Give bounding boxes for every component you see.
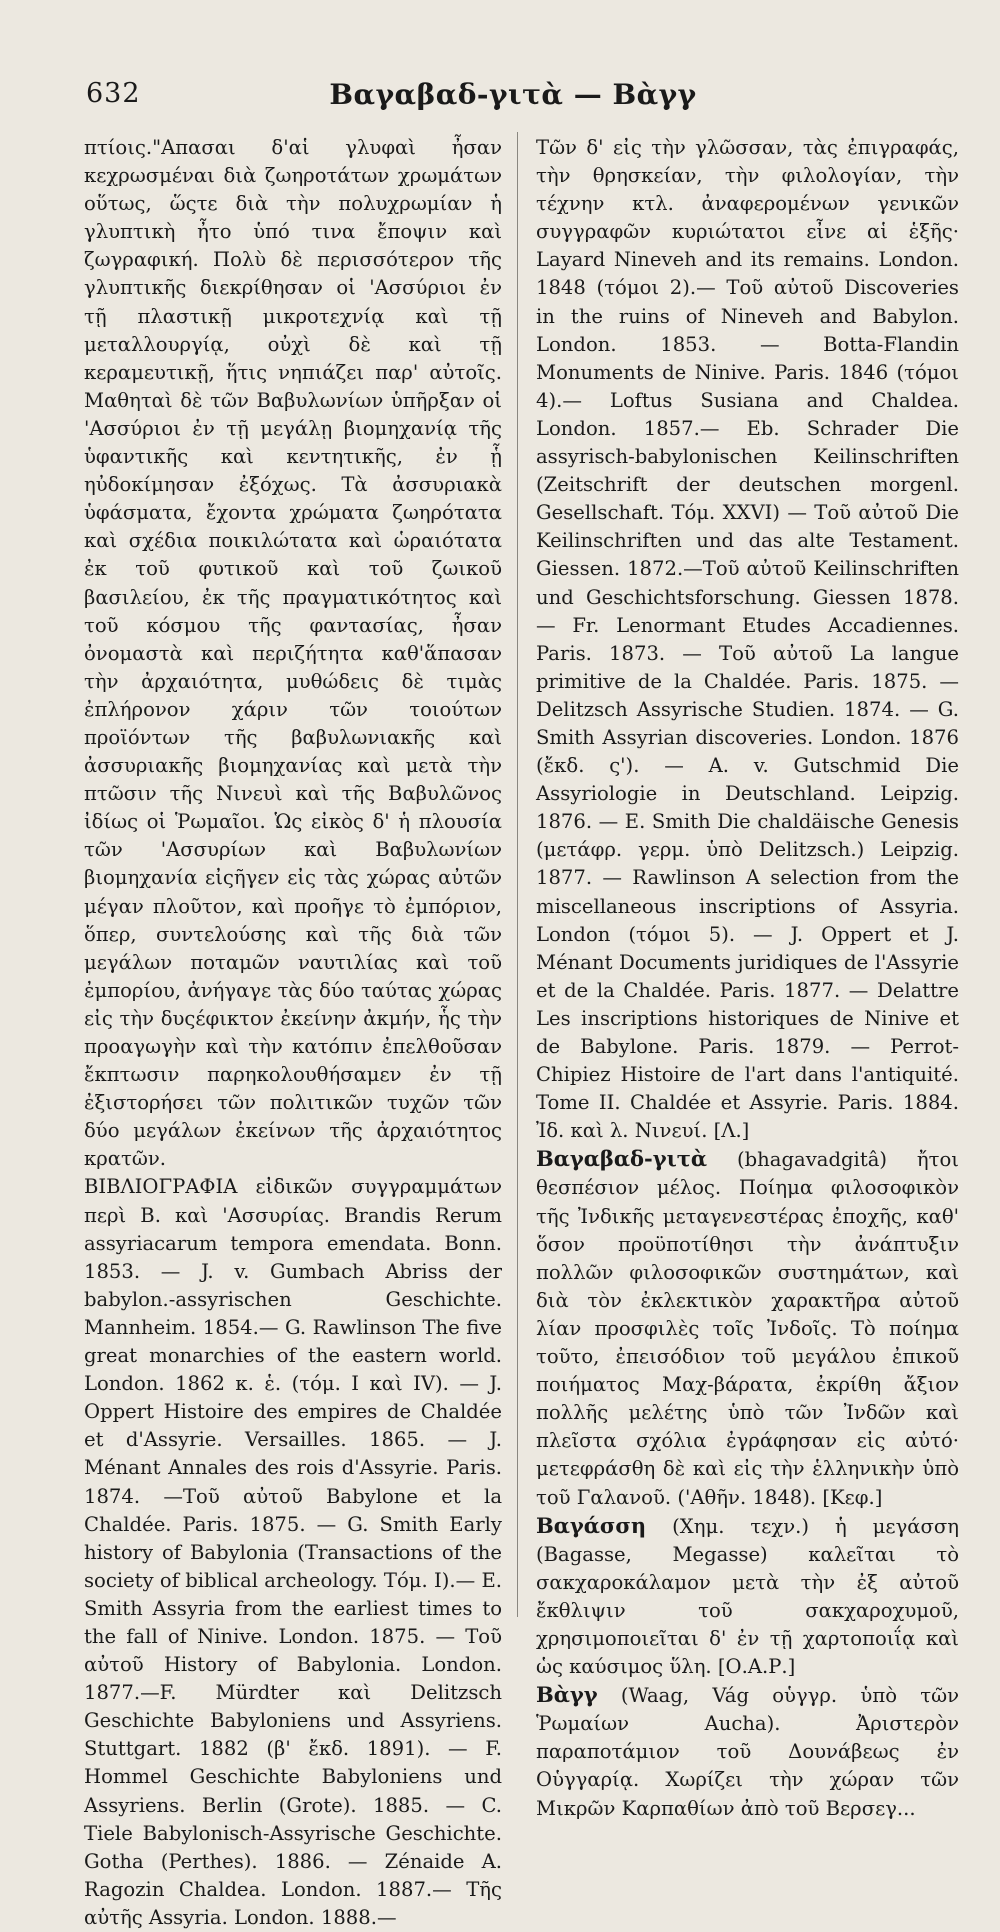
paragraph-bibliography: ΒΙΒΛΙΟΓΡΑΦΙΑ εἰδικῶν συγγραμμάτων περὶ Β. καὶ 'Ασσυρίας. Brandis Rerum assyriacarum tempora emendata. Bonn. 1853. — J. v. Gumbach Abriss der babylon.-assyrischen Geschichte. Mannheim. 1854.— G. Rawlinson The five great monarchies of the eastern world. London. 1862 κ. ἑ. (τόμ. I καὶ IV). — J. Oppert Histoire des empires de Chaldée et d'Assyrie. Versailles. 1865. — J. Ménant Annales des rois d'Assyrie. Paris. 1874. —Τοῦ αὐτοῦ Babylone et la Chaldée. Paris. 1875. — G. Smith Early history of Babylonia (Transactions of the society of biblical archeology. Τόμ. I).— E. Smith Assyria from the earliest times to the fall of Ninive. London. 1875. — Τοῦ αὐτοῦ History of Babylonia. London. 1877.—F. Mürdter καὶ Delitzsch Geschichte Babyloniens und Assyriens. Stuttgart. 1882 (β' ἔκδ. 1891). — F. Hommel Geschichte Babyloniens und Assyriens. Berlin (Grote). 1885. — C. Tiele Babylonisch-Assyrische Geschichte. Gotha (Perthes). 1886. — Zénaide A. Ragozin Chaldea. London. 1887.— Τῆς αὐτῆς Assyria. London. 1888.—	[84, 1175, 502, 1929]
page-header	[86, 78, 940, 118]
column-divider	[517, 132, 518, 1617]
right-column	[536, 134, 959, 1823]
entry-vag	[536, 1681, 959, 1822]
page-number: 632	[86, 78, 141, 109]
entry-headword: Βαγάσση	[536, 1512, 647, 1538]
paragraph-general-works: Τῶν δ' εἰς τὴν γλῶσσαν, τὰς ἐπιγραφάς, τὴν θρησκείαν, τὴν φιλολογίαν, τὴν τέχνην κτλ. ἀναφερομένων γενικῶν συγγραφῶν κυριώτατοι εἶνε αἱ ἑξῆς· Layard Nineveh and its remains. London. 1848 (τόμοι 2).— Τοῦ αὐτοῦ Discoveries in the ruins of Nineveh and Babylon. London. 1853. — Botta-Flandin Monuments de Ninive. Paris. 1846 (τόμοι 4).— Loftus Susiana and Chaldea. London. 1857.— Eb. Schrader Die assyrisch-babylonischen Keilinschriften (Zeitschrift der deutschen morgenl. Gesellschaft. Τόμ. XXVI) — Τοῦ αὐτοῦ Die Keilinschriften und das alte Testament. Giessen. 1872.—Τοῦ αὐτοῦ Keilinschriften und Geschichtsforschung. Giessen 1878. — Fr. Lenormant Etudes Accadiennes. Paris. 1873. — Τοῦ αὐτοῦ La langue primitive de la Chaldée. Paris. 1875. — Delitzsch Assyrische Studien. 1874. — G. Smith Assyrian discoveries. London. 1876 (ἔκδ. ς'). — A. v. Gutschmid Die Assyriologie in Deutschland. Leipzig. 1876. — E. Smith Die chaldäische Genesis (μετάφρ. γερμ. ὑπὸ Delitzsch.) Leipzig. 1877. — Rawlinson A selection from the miscellaneous inscriptions of Assyria. London (τόμοι 5). — J. Oppert et J. Ménant Documents juridiques de l'Assyrie et de la Chaldée. Paris. 1877. — Delattre Les inscriptions historiques de Ninive et de Babylone. Paris. 1879. — Perrot-Chipiez Histoire de l'art dans l'antiquité. Tome II. Chaldée et Assyrie. Paris. 1884. Ἰδ. καὶ λ. Νινευί. [Λ.]	[536, 136, 959, 1143]
left-column	[84, 134, 502, 1932]
entry-text: (bhagavadgitâ) ἤτοι θεσπέσιον μέλος. Ποίημα φιλοσοφικὸν τῆς Ἰνδικῆς μεταγενεστέρας ἐποχῆς, καθ' ὅσον προϋποτίθησι τὴν ἀνάπτυξιν πολλῶν φιλοσοφικῶν συστημάτων, καὶ διὰ τὸν ἐκλεκτικὸν χαρακτῆρα αὐτοῦ λίαν προσφιλὲς τοῖς Ἰνδοῖς. Τὸ ποίημα τοῦτο, ἐπεισόδιον τοῦ μεγάλου ἐπικοῦ ποιήματος Μαχ-βάρατα, ἐκρίθη ἄξιον πολλῆς μελέτης ὑπὸ τῶν Ἰνδῶν καὶ πλεῖστα σχόλια ἐγράφησαν εἰς αὐτό· μετεφράσθη δὲ καὶ εἰς τὴν ἑλληνικὴν ὑπὸ τοῦ Γαλανοῦ. ('Αθῆν. 1848). [Κεφ.]	[536, 1148, 959, 1509]
entry-headword: Βὰγγ	[536, 1682, 598, 1708]
entry-text: (Waag, Vág οὑγγρ. ὑπὸ τῶν Ῥωμαίων Aucha). Ἀριστερὸν παραποτάμιον τοῦ Δουνάβεως ἐν Οὑγγαρίᾳ. Χωρίζει τὴν χώραν τῶν Μικρῶν Καρπαθίων ἀπὸ τοῦ Βερσεγ...	[536, 1684, 959, 1820]
entry-text: (Χημ. τεχν.) ἡ μεγάσση (Bagasse, Megasse) καλεῖται τὸ σακχαροκάλαμον μετὰ τὴν ἐξ αὐτοῦ ἔκθλιψιν τοῦ σακχαροχυμοῦ, χρησιμοποιεῖται δ' ἐν τῇ χαρτοποιΐᾳ καὶ ὡς καύσιμος ὕλη. [Ο.Α.Ρ.]	[536, 1514, 960, 1679]
running-head: Βαγαβαδ-γιτὰ — Βὰγγ	[329, 78, 697, 111]
entry-headword: Βαγαβαδ-γιτὰ	[536, 1146, 708, 1172]
entry-bagasse	[536, 1512, 959, 1682]
paragraph-art: πτίοις."Απασαι δ'αἱ γλυφαὶ ἦσαν κεχρωσμέναι διὰ ζωηροτάτων χρωμάτων οὕτως, ὥςτε διὰ τὴν πολυχρωμίαν ἡ γλυπτικὴ ἦτο ὑπό τινα ἔποψιν καὶ ζωγραφική. Πολὺ δὲ περισσότερον τῆς γλυπτικῆς διεκρίθησαν οἱ 'Ασσύριοι ἐν τῇ πλαστικῇ μικροτεχνίᾳ καὶ τῇ μεταλλουργίᾳ, οὐχὶ δὲ καὶ τῇ κεραμευτικῇ, ἥτις νηπιάζει παρ' αὐτοῖς. Μαθηταὶ δὲ τῶν Βαβυλωνίων ὑπῆρξαν οἱ 'Ασσύριοι ἐν τῇ μεγάλῃ βιομηχανίᾳ τῆς ὑφαντικῆς καὶ κεντητικῆς, ἐν ᾗ ηὐδοκίμησαν ἐξόχως. Τὰ ἀσσυριακὰ ὑφάσματα, ἔχοντα χρώματα ζωηρότατα καὶ σχέδια ποικιλώτατα καὶ ὡραιότατα ἐκ τοῦ φυτικοῦ καὶ τοῦ ζωικοῦ βασιλείου, ἐκ τῆς πραγματικότητος καὶ τοῦ κόσμου τῆς φαντασίας, ἦσαν ὀνομαστὰ καὶ περιζήτητα καθ'ἅπασαν τὴν ἀρχαιότητα, μυθώδεις δὲ τιμὰς ἐπλήρονον χάριν τῶν τοιούτων προϊόντων τῆς βαβυλωνιακῆς καὶ ἀσσυριακῆς βιομηχανίας καὶ μετὰ τὴν πτῶσιν τῆς Νινευὶ καὶ τῆς Βαβυλῶνος ἰδίως οἱ Ῥωμαῖοι. Ὡς εἰκὸς δ' ἡ πλουσία τῶν 'Ασσυρίων καὶ Βαβυλωνίων βιομηχανία εἰςῆγεν εἰς τὰς χώρας αὐτῶν μέγαν πλοῦτον, καὶ προῆγε τὸ ἐμπόριον, ὅπερ, συντελούσης καὶ τῆς διὰ τῶν μεγάλων ποταμῶν ναυτιλίας καὶ τοῦ ἐμπορίου, ἀνήγαγε τὰς δύο ταύτας χώρας εἰς τὴν δυςέφικτον ἐκείνην ἀκμήν, ἧς τὴν προαγωγὴν καὶ τὴν κατόπιν ἐπελθοῦσαν ἔκπτωσιν παρηκολουθήσαμεν ἐν τῇ ἐξιστορήσει τῶν πολιτικῶν τυχῶν τῶν δύο μεγάλων ἐκείνων τῆς ἀρχαιότητος κρατῶν.	[84, 136, 502, 1171]
entry-bhagavadgita	[536, 1145, 959, 1511]
